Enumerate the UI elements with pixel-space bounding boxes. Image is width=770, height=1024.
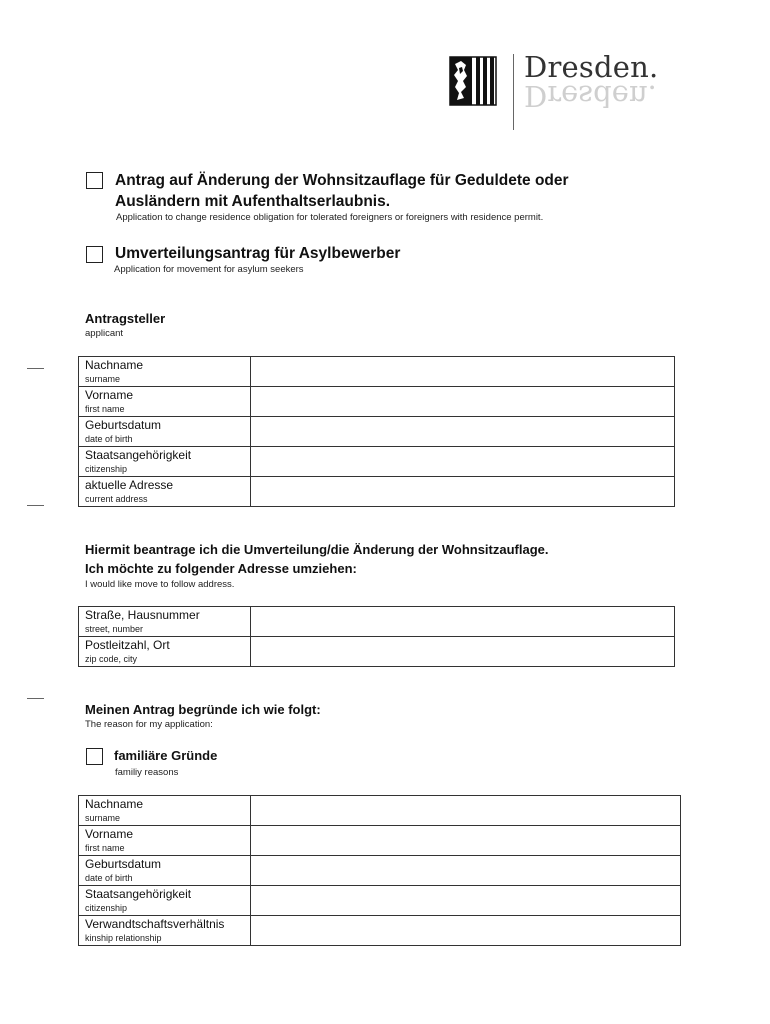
- date-of-birth-field[interactable]: [251, 417, 675, 447]
- relative-date-of-birth-field[interactable]: [251, 856, 681, 886]
- row-label: [79, 417, 251, 447]
- family-reasons-sublabel: familiy reasons: [115, 767, 179, 778]
- address-heading-line1: Hiermit beantrage ich die Umverteilung/die Änderung der Wohnsitzauflage.: [85, 542, 549, 557]
- address-heading-line2: Ich möchte zu folgender Adresse umziehen:: [85, 561, 357, 576]
- citizenship-field[interactable]: [251, 447, 675, 477]
- relative-surname-field[interactable]: [251, 796, 681, 826]
- option-asylum-movement-title: Umverteilungsantrag für Asylbewerber: [115, 245, 401, 262]
- margin-fold-mark: [27, 505, 44, 506]
- table-row: [79, 886, 681, 916]
- label-en: date of birth: [85, 873, 133, 883]
- row-label: [79, 886, 251, 916]
- logo-divider: [513, 54, 514, 130]
- label-en: street, number: [85, 624, 144, 634]
- row-label: [79, 447, 251, 477]
- new-address-table: [78, 606, 675, 667]
- family-reasons-label: familiäre Gründe: [114, 748, 218, 763]
- option-change-residence-checkbox[interactable]: [86, 172, 103, 189]
- row-label: [79, 796, 251, 826]
- surname-field[interactable]: [251, 357, 675, 387]
- option-change-residence-title-line2: Ausländern mit Aufenthaltserlaubnis.: [115, 193, 391, 210]
- option-asylum-movement-checkbox[interactable]: [86, 246, 103, 263]
- table-row: [79, 357, 675, 387]
- label-de: Verwandtschaftsverhältnis: [85, 917, 225, 931]
- table-row: [79, 477, 675, 507]
- family-member-table: [78, 795, 681, 946]
- table-row: [79, 387, 675, 417]
- label-de: Staatsangehörigkeit: [85, 887, 192, 901]
- label-de: Vorname: [85, 388, 134, 402]
- table-row: [79, 417, 675, 447]
- table-row: [79, 637, 675, 667]
- table-row: [79, 796, 681, 826]
- label-de: aktuelle Adresse: [85, 478, 174, 492]
- current-address-field[interactable]: [251, 477, 675, 507]
- label-en: surname: [85, 813, 121, 823]
- label-en: zip code, city: [85, 654, 138, 664]
- table-row: [79, 607, 675, 637]
- label-en: first name: [85, 843, 125, 853]
- applicant-subheading: applicant: [85, 328, 124, 339]
- applicant-table: [78, 356, 675, 507]
- option-asylum-movement-subtitle: Application for movement for asylum seekers: [114, 264, 304, 275]
- dresden-coat-of-arms-icon: [449, 56, 497, 106]
- label-de: Geburtsdatum: [85, 857, 162, 871]
- table-row: [79, 447, 675, 477]
- row-label: [79, 637, 251, 667]
- margin-fold-mark: [27, 368, 44, 369]
- label-en: surname: [85, 374, 121, 384]
- table-row: [79, 856, 681, 886]
- label-en: kinship relationship: [85, 933, 162, 943]
- option-change-residence-title-line1: Antrag auf Änderung der Wohnsitzauflage für Geduldete oder: [115, 172, 569, 189]
- address-subheading: I would like move to follow address.: [85, 579, 235, 590]
- row-label: [79, 607, 251, 637]
- label-de: Nachname: [85, 797, 144, 811]
- label-de: Straße, Hausnummer: [85, 608, 200, 622]
- table-row: [79, 826, 681, 856]
- label-de: Postleitzahl, Ort: [85, 638, 170, 652]
- zip-city-field[interactable]: [251, 637, 675, 667]
- row-label: [79, 357, 251, 387]
- option-change-residence-subtitle: Application to change residence obligation for tolerated foreigners or foreigners with residence permit.: [116, 212, 544, 223]
- row-label: [79, 387, 251, 417]
- logo-wordmark-reflection: Dresden.: [524, 79, 657, 113]
- reason-heading: Meinen Antrag begründe ich wie folgt:: [85, 702, 321, 717]
- label-de: Geburtsdatum: [85, 418, 162, 432]
- row-label: [79, 826, 251, 856]
- first-name-field[interactable]: [251, 387, 675, 417]
- label-en: first name: [85, 404, 125, 414]
- row-label: [79, 477, 251, 507]
- row-label: [79, 856, 251, 886]
- row-label: [79, 916, 251, 946]
- table-row: [79, 916, 681, 946]
- label-de: Vorname: [85, 827, 134, 841]
- label-en: date of birth: [85, 434, 133, 444]
- reason-subheading: The reason for my application:: [85, 719, 213, 730]
- label-en: citizenship: [85, 464, 128, 474]
- applicant-heading: Antragsteller: [85, 311, 166, 326]
- label-de: Staatsangehörigkeit: [85, 448, 192, 462]
- relative-citizenship-field[interactable]: [251, 886, 681, 916]
- relative-first-name-field[interactable]: [251, 826, 681, 856]
- street-number-field[interactable]: [251, 607, 675, 637]
- family-reasons-checkbox[interactable]: [86, 748, 103, 765]
- label-en: current address: [85, 494, 148, 504]
- margin-punch-mark: [27, 698, 44, 699]
- label-de: Nachname: [85, 358, 144, 372]
- kinship-relationship-field[interactable]: [251, 916, 681, 946]
- logo-wordmark: Dresden.: [524, 50, 659, 84]
- label-en: citizenship: [85, 903, 128, 913]
